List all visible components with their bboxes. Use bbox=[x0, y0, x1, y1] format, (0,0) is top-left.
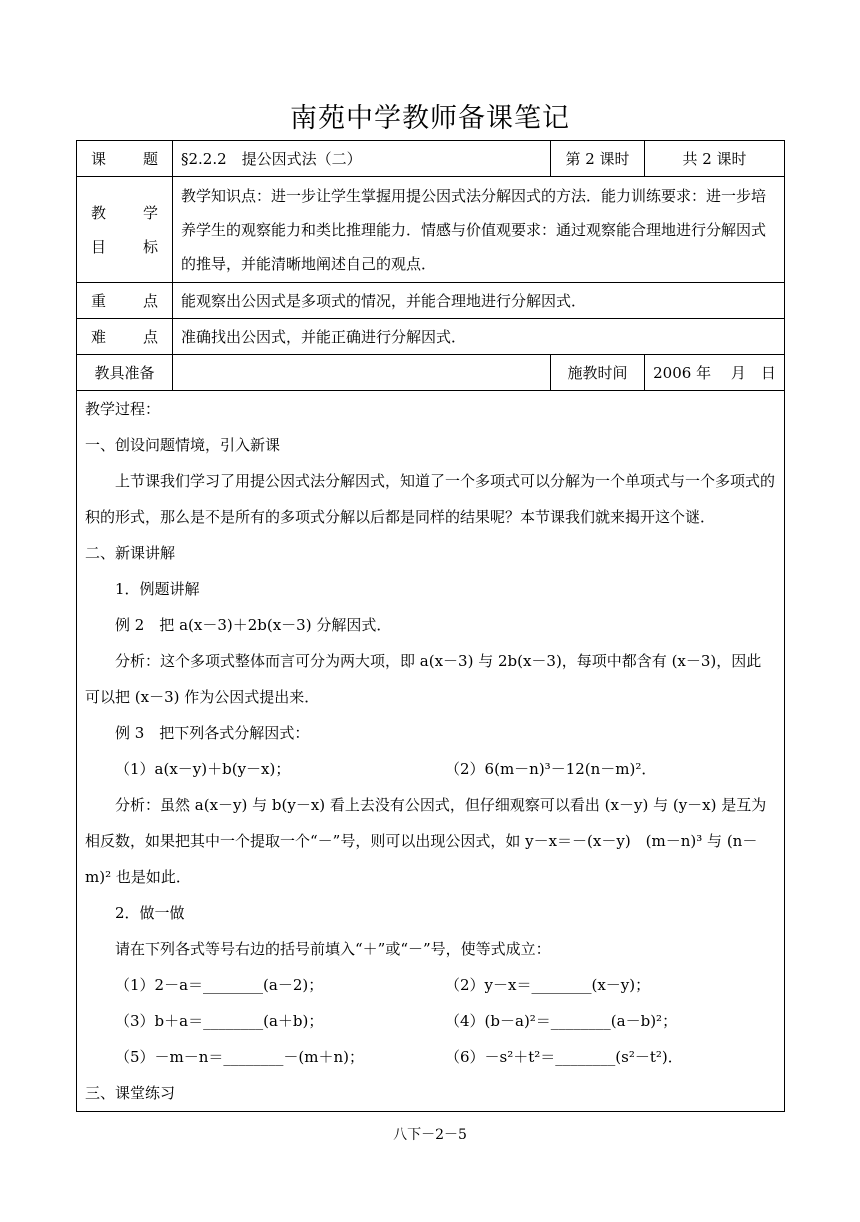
try-item-1: （1）2－a＝________(a－2)； bbox=[115, 976, 324, 994]
topic-label-cell bbox=[77, 141, 173, 177]
section-2-title: 二、新课讲解 bbox=[85, 544, 176, 562]
difficulty-label-b: 点 bbox=[142, 328, 158, 346]
example-3-item-2: （2）6(m－n)³－12(n－m)²． bbox=[445, 760, 657, 778]
goals-label-1: 教 bbox=[91, 203, 107, 222]
example-3-items bbox=[85, 751, 776, 787]
topic-label-a: 课 bbox=[91, 150, 107, 168]
section-1-title: 一、创设问题情境，引入新课 bbox=[85, 436, 281, 454]
topic-value: §2.2.2 提公因式法（二） bbox=[173, 141, 551, 177]
goals-label-4: 标 bbox=[142, 237, 158, 256]
try-row-3 bbox=[85, 1039, 776, 1075]
prep-value bbox=[173, 355, 551, 391]
prep-row bbox=[77, 355, 785, 391]
section-3-title: 三、课堂练习 bbox=[85, 1084, 176, 1102]
goals-text: 教学知识点：进一步让学生掌握用提公因式法分解因式的方法．能力训练要求：进一步培养学生的观察能力和类比推理能力．情感与价值观要求：通过观察能合理地进行分解因式的推导，并能清晰地阐述自己的观点． bbox=[173, 177, 785, 283]
page-footer: 八下－2－5 bbox=[393, 1127, 467, 1143]
goals-label-cell bbox=[77, 177, 173, 283]
topic-row bbox=[77, 141, 785, 177]
prep-label: 教具准备 bbox=[77, 355, 173, 391]
time-label: 施教时间 bbox=[551, 355, 645, 391]
difficulty-label-a: 难 bbox=[91, 328, 107, 346]
try-item-6: （6）－s²＋t²＝________(s²－t²)． bbox=[445, 1048, 683, 1066]
try-item-5: （5）－m－n＝________－(m＋n)； bbox=[115, 1048, 365, 1066]
example-3-analysis: 分析：虽然 a(x－y) 与 b(y－x) 看上去没有公因式，但仔细观察可以看出 (x－y) 与 (y－x) 是互为相反数，如果把其中一个提取一个“－”号，则可以出现公因式，如 y－x＝－(x－y) (m－n)³ 与 (n－m)² 也是如此． bbox=[85, 796, 767, 886]
goals-label-2: 学 bbox=[142, 203, 158, 222]
time-value: 2006 年 月 日 bbox=[645, 355, 785, 391]
example-3: 例 3 把下列各式分解因式： bbox=[115, 724, 310, 742]
try-row-1 bbox=[85, 967, 776, 1003]
key-point-label-b: 点 bbox=[142, 292, 158, 310]
process-cell bbox=[77, 391, 785, 1112]
goals-label-3: 目 bbox=[91, 237, 107, 256]
lesson-plan-table bbox=[76, 140, 785, 1112]
key-point-label-cell bbox=[77, 283, 173, 319]
key-point-text: 能观察出公因式是多项式的情况，并能合理地进行分解因式． bbox=[173, 283, 785, 319]
example-3-item-1: （1）a(x－y)＋b(y－x)； bbox=[115, 760, 291, 778]
key-point-row bbox=[77, 283, 785, 319]
subsection-try: 2．做一做 bbox=[115, 904, 185, 922]
topic-label-b: 题 bbox=[142, 150, 158, 168]
example-2-analysis: 分析：这个多项式整体而言可分为两大项，即 a(x－3) 与 2b(x－3)，每项中都含有 (x－3)，因此可以把 (x－3) 作为公因式提出来． bbox=[85, 652, 762, 706]
difficulty-label-cell bbox=[77, 319, 173, 355]
try-item-2: （2）y－x＝________(x－y)； bbox=[445, 976, 651, 994]
lesson-number: 第 2 课时 bbox=[551, 141, 645, 177]
page-title: 南苑中学教师备课笔记 bbox=[290, 103, 570, 134]
try-item-4: （4）(b－a)²＝________(a－b)²； bbox=[445, 1012, 678, 1030]
section-1-paragraph: 上节课我们学习了用提公因式法分解因式，知道了一个多项式可以分解为一个单项式与一个多项式的积的形式，那么是不是所有的多项式分解以后都是同样的结果呢？本节课我们就来揭开这个谜． bbox=[85, 472, 776, 526]
goals-row bbox=[77, 177, 785, 283]
lesson-total: 共 2 课时 bbox=[645, 141, 785, 177]
difficulty-text: 准确找出公因式，并能正确进行分解因式． bbox=[173, 319, 785, 355]
process-heading: 教学过程： bbox=[85, 400, 161, 418]
difficulty-row bbox=[77, 319, 785, 355]
try-row-2 bbox=[85, 1003, 776, 1039]
example-2: 例 2 把 a(x－3)＋2b(x－3) 分解因式． bbox=[115, 616, 392, 634]
subsection-examples: 1．例题讲解 bbox=[115, 580, 200, 598]
try-item-3: （3）b＋a＝________(a＋b)； bbox=[115, 1012, 324, 1030]
process-row bbox=[77, 391, 785, 1112]
try-intro: 请在下列各式等号右边的括号前填入“＋”或“－”号，使等式成立： bbox=[115, 940, 551, 958]
key-point-label-a: 重 bbox=[91, 292, 107, 310]
